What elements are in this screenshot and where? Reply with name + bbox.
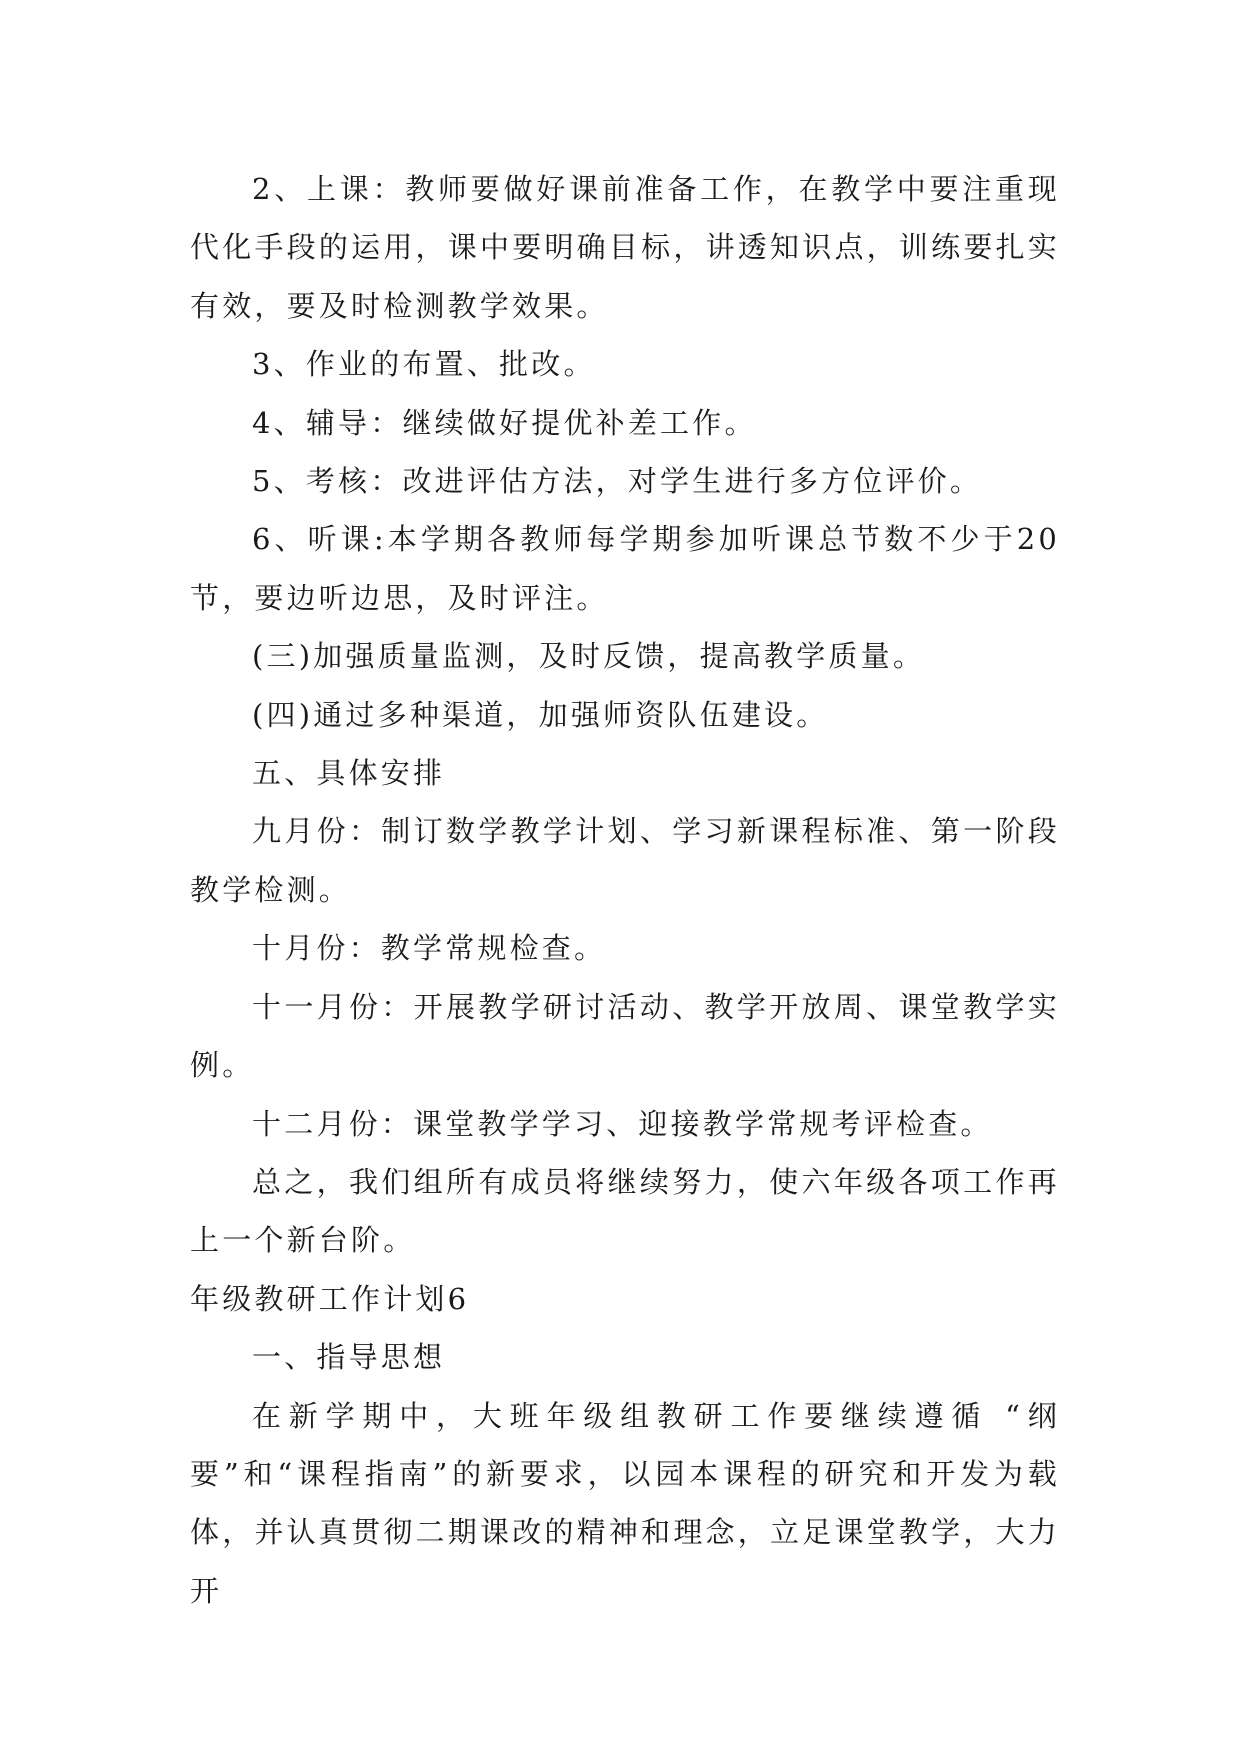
paragraph-november: 十一月份：开展教学研讨活动、教学开放周、课堂教学实例。: [190, 989, 1060, 1083]
paragraph-homework: 3、作业的布置、批改。: [252, 347, 596, 382]
document-body: [190, 160, 1060, 1620]
paragraph-october: 十月份：教学常规检查。: [252, 931, 607, 966]
paragraph-tutoring: 4、辅导：继续做好提优补差工作。: [252, 405, 757, 440]
paragraph-assessment: 5、考核：改进评估方法，对学生进行多方位评价。: [252, 464, 983, 499]
section-heading-guiding-ideas: 一、指导思想: [252, 1340, 446, 1375]
paragraph-quality-monitoring: (三)加强质量监测，及时反馈，提高教学质量。: [252, 639, 926, 674]
paragraph-class-teaching: 2、上课：教师要做好课前准备工作，在教学中要注重现代化手段的运用，课中要明确目标，讲透知识点，训练要扎实有效，要及时检测教学效果。: [190, 172, 1060, 323]
section-heading-schedule: 五、具体安排: [252, 756, 446, 791]
paragraph-teacher-development: (四)通过多种渠道，加强师资队伍建设。: [252, 697, 829, 732]
paragraph-september: 九月份：制订数学教学计划、学习新课程标准、第一阶段教学检测。: [190, 814, 1060, 907]
paragraph-new-semester: 在新学期中，大班年级组教研工作要继续遵循 “纲要”和“课程指南”的新要求，以园本课程的研究和开发为载体，并认真贯彻二期课改的精神和理念，立足课堂教学，大力开: [190, 1398, 1060, 1608]
document-title-plan-6: 年级教研工作计划6: [190, 1281, 470, 1316]
paragraph-summary: 总之，我们组所有成员将继续努力，使六年级各项工作再上一个新台阶。: [190, 1164, 1060, 1258]
paragraph-december: 十二月份：课堂教学学习、迎接教学常规考评检查。: [252, 1106, 993, 1141]
paragraph-lesson-observation: 6、听课:本学期各教师每学期参加听课总节数不少于20节，要边听边思，及时评注。: [190, 522, 1060, 615]
